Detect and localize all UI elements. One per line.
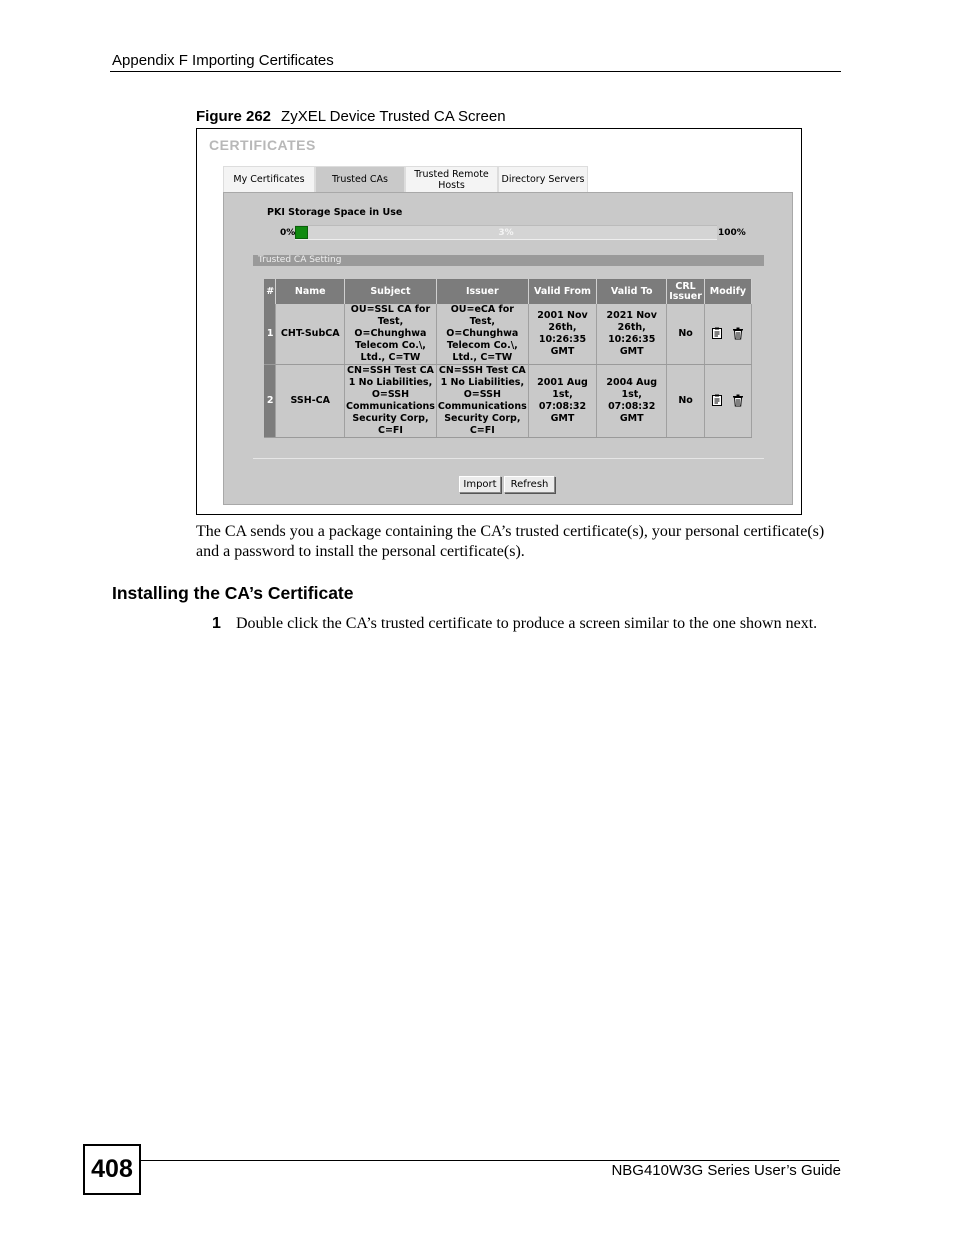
edit-icon[interactable] [711, 327, 723, 340]
storage-max-label: 100% [718, 228, 746, 238]
col-header-number: # [265, 280, 276, 304]
row-valid-to: 2004 Aug 1st, 07:08:32 GMT [597, 364, 667, 437]
step-text: Double click the CA’s trusted certificate to produce a screen similar to the one shown next. [236, 615, 818, 632]
step-number: 1 [212, 615, 221, 632]
figure-label: Figure 262 [196, 108, 272, 125]
header-divider [110, 71, 841, 72]
screenshot-figure [196, 128, 802, 515]
row-crl-issuer: No [667, 364, 705, 437]
delete-icon[interactable] [732, 394, 744, 407]
body-paragraph: The CA sends you a package containing the CA’s trusted certificate(s), your personal certificate(s) and a password to install the personal certificate(s). [196, 523, 825, 560]
panel-divider [253, 458, 764, 459]
trusted-ca-panel [223, 192, 793, 505]
running-header: Appendix F Importing Certificates [112, 52, 334, 69]
col-header-subject: Subject [345, 280, 437, 304]
figure-caption [196, 108, 506, 125]
col-header-crl-issuer: CRL Issuer [667, 280, 705, 304]
figure-title: ZyXEL Device Trusted CA Screen [281, 108, 506, 125]
row-valid-from: 2001 Aug 1st, 07:08:32 GMT [528, 364, 596, 437]
tab-trusted-cas[interactable]: Trusted CAs [315, 166, 405, 192]
col-header-name: Name [276, 280, 345, 304]
section-heading: Installing the CA’s Certificate [112, 583, 354, 603]
table-row [265, 304, 752, 365]
row-name: SSH-CA [276, 364, 345, 437]
row-valid-from: 2001 Nov 26th, 10:26:35 GMT [528, 304, 596, 365]
row-issuer: OU=eCA for Test, O=Chunghwa Telecom Co.\, Ltd., C=TW [436, 304, 528, 365]
pki-storage-label: PKI Storage Space in Use [267, 207, 403, 218]
row-number: 1 [265, 304, 276, 365]
import-button[interactable]: Import [459, 476, 501, 493]
page-number: 408 [83, 1144, 141, 1195]
table-header-row [265, 280, 752, 304]
col-header-valid-to: Valid To [597, 280, 667, 304]
trusted-ca-table [264, 279, 752, 438]
col-header-issuer: Issuer [436, 280, 528, 304]
guide-title: NBG410W3G Series User’s Guide [611, 1162, 841, 1179]
storage-percent-label: 3% [498, 228, 514, 238]
row-modify [704, 304, 751, 365]
row-issuer: CN=SSH Test CA 1 No Liabilities, O=SSH Communications Security Corp, C=FI [437, 364, 527, 436]
storage-min-label: 0% [280, 228, 296, 238]
row-number: 2 [265, 364, 276, 437]
refresh-button[interactable]: Refresh [504, 476, 555, 493]
col-header-valid-from: Valid From [528, 280, 596, 304]
screen-title: CERTIFICATES [209, 137, 316, 153]
tab-trusted-remote-hosts[interactable]: Trusted Remote Hosts [405, 166, 498, 192]
section-title-bar: Trusted CA Setting [253, 255, 764, 266]
col-header-modify: Modify [704, 280, 751, 304]
footer-divider [141, 1160, 839, 1161]
tab-my-certificates[interactable]: My Certificates [223, 166, 315, 192]
row-name: CHT-SubCA [276, 304, 345, 365]
edit-icon[interactable] [711, 394, 723, 407]
row-modify [704, 364, 751, 437]
storage-progress-bar [295, 225, 717, 240]
delete-icon[interactable] [732, 327, 744, 340]
row-valid-to: 2021 Nov 26th, 10:26:35 GMT [597, 304, 667, 365]
row-subject: OU=SSL CA for Test, O=Chunghwa Telecom Co.\, Ltd., C=TW [345, 304, 437, 365]
tab-directory-servers[interactable]: Directory Servers [498, 166, 588, 192]
row-crl-issuer: No [667, 304, 705, 365]
row-subject: CN=SSH Test CA 1 No Liabilities, O=SSH Communications Security Corp, C=FI [346, 364, 435, 436]
table-row [265, 364, 752, 437]
